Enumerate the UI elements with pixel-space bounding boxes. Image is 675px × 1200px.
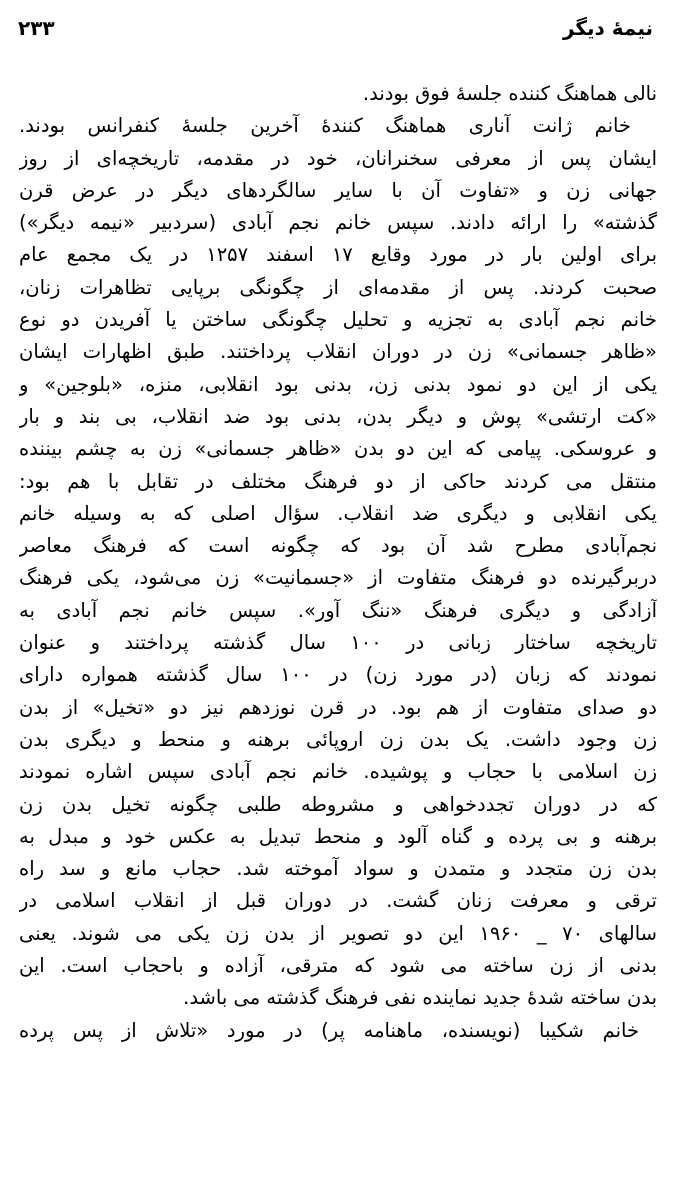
text-line: تاریخچه ساختار زبانی در ۱۰۰ سال گذشته پرداختند و عنوان <box>19 631 657 655</box>
text-line: ترقی و معرفت زنان گشت. در دوران قبل از انقلاب اسلامی در <box>19 889 657 913</box>
text-line: نمودند که زبان (در مورد زن) در ۱۰۰ سال گذشته همواره دارای <box>19 663 657 687</box>
text-line: خانم نجم آبادی به تجزیه و تحلیل چگونگی ساختن یا آفریدن دو نوع <box>19 308 657 332</box>
text-line: آزادگی و دیگری فرهنگ «ننگ آور». سپس خانم نجم آبادی به <box>19 598 657 622</box>
text-line: گذشته» را ارائه دادند. سپس خانم نجم آبادی (سردبیر «نیمه دیگر») <box>19 211 657 235</box>
text-line: دو صدای متفاوت از هم بود. در قرن نوزدهم نیز دو «تخیل» از بدن <box>19 695 657 719</box>
body-text <box>19 78 657 1047</box>
text-line: جهانی زن و «تفاوت آن با سایر سالگردهای دیگر در عرض قرن <box>19 178 657 202</box>
text-line: سالهای ۷۰ _ ۱۹۶۰ این دو تصویر از بدن زن یکی می شوند. یعنی <box>19 921 657 945</box>
text-line: برای اولین بار در مورد وقایع ۱۷ اسفند ۱۲۵۷ در یک مجمع عام <box>19 243 657 267</box>
text-line: که در دوران تجددخواهی و مشروطه طلبی چگونه تخیل بدن زن <box>19 792 657 816</box>
text-line: نالی هماهنگ کننده جلسهٔ فوق بودند. <box>362 82 657 105</box>
running-title: نیمهٔ دیگر <box>562 16 653 40</box>
text-line: منتقل می کردند حاکی از دو فرهنگ مختلف در تقابل با هم بود: <box>19 469 657 493</box>
text-line: برهنه و بی پرده و گناه آلود و منحط تبدیل به عکس خود و مبدل به <box>19 824 657 848</box>
page-number: ۲۳۳ <box>18 16 55 40</box>
text-line: خانم ژانت آناری هماهنگ کنندهٔ آخرین جلسهٔ کنفرانس بودند. <box>19 114 631 138</box>
text-line: دربرگیرنده دو فرهنگ متفاوت از «جسمانیت» زن می‌شود، یکی فرهنگ <box>19 566 657 590</box>
text-line: یکی از این دو نمود بدنی زن، بدنی بود انقلابی، منزه، «بلوجین» و <box>19 372 657 396</box>
text-line: زن اسلامی با حجاب و پوشیده. خانم نجم آبادی سپس اشاره نمودند <box>19 760 657 784</box>
text-line: بدن ساخته شدهٔ جدید نماینده نفی فرهنگ گذشته می باشد. <box>183 986 657 1010</box>
text-line: صحبت کردند. پس از مقدمه‌ای از چگونگی برپایی تظاهرات زنان، <box>19 275 657 299</box>
text-line: ایشان پس از معرفی سخنرانان، خود در مقدمه، تاریخچه‌ای از روز <box>19 146 657 170</box>
text-line: خانم شکیبا (نویسنده، ماهنامه پر) در مورد «تلاش از پس پرده <box>19 1018 639 1042</box>
text-line: بدنی از زن ساخته می شود که مترقی، آزاده و باحجاب است. این <box>19 954 657 978</box>
text-line: و عروسکی. پیامی که این دو بدن «ظاهر جسمانی» زن به چشم بیننده <box>19 437 657 461</box>
text-line: «کت ارتشی» پوش و دیگر بدن، بدنی بود ضد انقلاب، بی بند و بار <box>19 404 657 428</box>
text-line: نجم‌آبادی مطرح شد آن بود که چگونه است که فرهنگ معاصر <box>19 534 657 558</box>
text-line: بدن زن متجدد و متمدن و سواد آموخته شد. حجاب مانع و سد راه <box>19 857 657 881</box>
text-line: یکی انقلابی و دیگری ضد انقلاب. سؤال اصلی که به وسیله خانم <box>19 501 657 525</box>
text-line: «ظاهر جسمانی» زن در دوران انقلاب پرداختند. طبق اظهارات ایشان <box>19 340 657 364</box>
text-line: زن وجود داشت. یک بدن زن اروپائی برهنه و منحط و دیگری بدن <box>19 727 657 751</box>
